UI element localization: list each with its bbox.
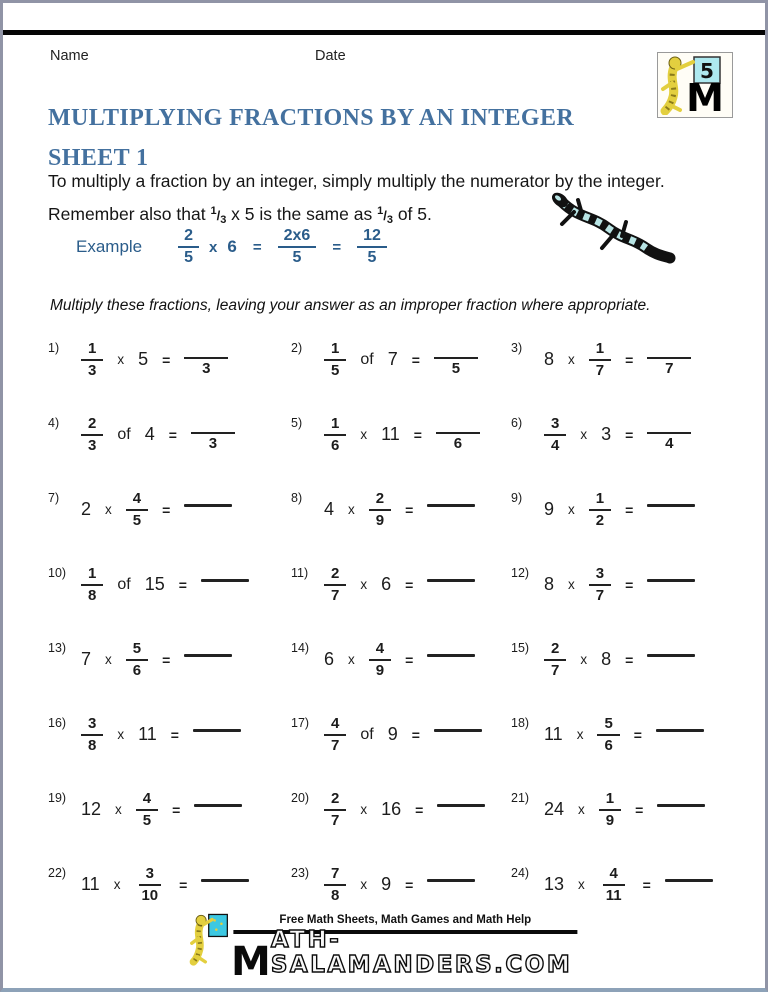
fraction	[544, 414, 566, 455]
fraction	[81, 564, 103, 605]
equals-sign: =	[405, 576, 414, 593]
equals-sign: =	[179, 876, 188, 893]
equals-sign: =	[415, 801, 424, 818]
problem-21	[511, 772, 738, 847]
fraction-denominator: 4	[551, 436, 560, 454]
problem-number: 21)	[511, 790, 530, 805]
fraction	[324, 864, 346, 905]
equals-sign: =	[162, 351, 171, 368]
equals-sign: =	[411, 726, 420, 743]
problem-15	[511, 622, 738, 697]
fraction	[126, 639, 148, 680]
equals-sign: =	[405, 651, 414, 668]
operator: x	[105, 652, 112, 667]
fraction	[134, 864, 165, 905]
fraction	[599, 789, 621, 830]
fraction-denominator: 8	[331, 886, 340, 904]
operator: x	[568, 577, 575, 592]
problem-number: 5)	[291, 415, 303, 430]
equals-sign: =	[170, 726, 179, 743]
fraction-denominator: 11	[605, 886, 622, 904]
answer-blank-line	[193, 729, 241, 732]
example-operator: x	[209, 238, 218, 256]
date-label: Date	[315, 48, 346, 64]
fraction-numerator: 1	[599, 789, 621, 811]
fraction	[369, 639, 391, 680]
answer-blank-line	[427, 879, 475, 882]
fraction-denominator: 10	[141, 886, 159, 904]
fraction-denominator: 6	[331, 436, 340, 454]
answer-blank-line	[647, 579, 695, 582]
integer-operand: 4	[324, 499, 335, 519]
fraction-denominator: 7	[331, 811, 340, 829]
answer-blank-line	[647, 504, 695, 507]
inline-fraction: $^1/_3$	[210, 205, 227, 226]
fraction-denominator: 8	[88, 586, 97, 604]
svg-text:5: 5	[700, 59, 714, 83]
fraction-numerator: 2	[81, 414, 103, 436]
equals-sign: =	[625, 576, 634, 593]
equals-sign: =	[178, 576, 187, 593]
fraction	[324, 789, 346, 830]
fraction-numerator: 1	[324, 414, 346, 436]
fraction	[589, 489, 611, 530]
fraction	[81, 714, 103, 755]
problem-number: 4)	[48, 415, 60, 430]
example-fraction-1: $\frac{2}{5}$	[178, 226, 199, 268]
problem-13	[48, 622, 291, 697]
problem-number: 22)	[48, 865, 67, 880]
problem-number: 6)	[511, 415, 523, 430]
example-integer: 6	[227, 237, 237, 256]
example-equals-1: =	[252, 238, 262, 256]
example-equals-2: =	[332, 238, 342, 256]
problem-19	[48, 772, 291, 847]
problem-14	[291, 622, 511, 697]
footer-site-rest: ATH-SALAMANDERS.COM	[270, 927, 573, 979]
fraction-numerator: 4	[324, 714, 346, 736]
problem-number: 15)	[511, 640, 530, 655]
answer-denominator: 4	[665, 435, 674, 453]
fraction-numerator: 1	[81, 339, 103, 361]
problem-number: 20)	[291, 790, 310, 805]
intro-line2: Remember also that $^1/_3$ x 5 is the same as $^1/_3$ of 5.	[48, 204, 432, 226]
fraction-denominator: 7	[331, 586, 340, 604]
footer-logo	[188, 908, 579, 985]
operator: of	[360, 350, 374, 368]
fraction	[589, 339, 611, 380]
problems-grid	[48, 322, 738, 922]
fraction-denominator: 9	[375, 511, 385, 529]
operator: x	[578, 877, 585, 892]
operator: x	[113, 877, 121, 892]
problem-2	[291, 322, 511, 397]
problem-18	[511, 697, 738, 772]
salamander-illustration	[548, 190, 676, 271]
operator: x	[576, 727, 584, 742]
integer-operand: 5	[138, 349, 149, 369]
example-fraction-2: $\frac{2x6}{5}$	[278, 226, 317, 268]
instruction-text: Multiply these fractions, leaving your answer as an improper fraction where appropriate.	[50, 297, 651, 314]
fraction	[544, 639, 566, 680]
footer-site-initial: M	[231, 938, 271, 985]
operator: of	[360, 725, 374, 743]
fraction	[136, 789, 158, 830]
answer-denominator: 6	[453, 435, 463, 453]
integer-operand: 16	[381, 799, 402, 819]
fraction-denominator: 2	[595, 511, 605, 529]
fraction-numerator: 1	[81, 564, 103, 586]
equals-sign: =	[172, 801, 181, 818]
answer-blank-line	[427, 579, 475, 582]
problem-20	[291, 772, 511, 847]
operator: x	[360, 877, 368, 892]
footer-sitename	[231, 927, 580, 985]
problem-number: 11)	[291, 565, 309, 580]
problem-5	[291, 397, 511, 472]
fraction	[81, 414, 103, 455]
fraction-denominator: 3	[88, 361, 97, 379]
integer-operand: 8	[601, 649, 612, 669]
fraction-numerator: 7	[324, 864, 346, 886]
fraction-denominator: 9	[605, 811, 615, 829]
equals-sign: =	[633, 726, 642, 743]
equals-sign: =	[411, 351, 420, 368]
integer-operand: 11	[138, 724, 157, 744]
example-row	[76, 226, 387, 268]
integer-operand: 8	[544, 349, 555, 369]
fraction-denominator: 7	[595, 586, 605, 604]
operator: x	[360, 577, 368, 592]
integer-operand: 2	[81, 499, 92, 519]
equals-sign: =	[162, 651, 171, 668]
fraction-denominator: 7	[595, 361, 605, 379]
operator: x	[578, 802, 585, 817]
operator: x	[360, 802, 368, 817]
salamander-image	[548, 190, 676, 266]
problem-1	[48, 322, 291, 397]
integer-operand: 13	[544, 874, 565, 894]
fraction-numerator: 5	[126, 639, 148, 661]
problem-number: 7)	[48, 490, 60, 505]
operator: of	[117, 425, 131, 443]
footer-salamander-icon	[188, 908, 229, 970]
fraction-numerator: 2	[324, 789, 346, 811]
equals-sign: =	[162, 501, 171, 518]
operator: x	[580, 427, 588, 442]
fraction	[369, 489, 391, 530]
problem-6	[511, 397, 738, 472]
integer-operand: 11	[381, 424, 400, 444]
fraction	[324, 339, 346, 380]
integer-operand: 12	[81, 799, 102, 819]
fraction-numerator: 2	[369, 489, 391, 511]
problem-number: 24)	[511, 865, 530, 880]
answer-blank-line	[434, 729, 482, 732]
fraction-denominator: 5	[142, 811, 152, 829]
equals-sign: =	[168, 426, 177, 443]
answer-blank-line	[665, 879, 713, 882]
answer-blank-line	[427, 654, 475, 657]
integer-operand: 9	[544, 499, 555, 519]
fraction-numerator: 1	[324, 339, 346, 361]
fraction-numerator: 3	[139, 864, 161, 886]
fraction	[599, 864, 629, 905]
answer-blank-line	[437, 804, 485, 807]
answer-blank-line	[191, 415, 235, 434]
equals-sign: =	[625, 351, 634, 368]
problem-number: 19)	[48, 790, 67, 805]
fraction	[324, 414, 346, 455]
integer-operand: 11	[81, 874, 100, 894]
answer-fraction-blank	[647, 415, 691, 454]
inline-fraction: $^1/_3$	[377, 205, 393, 226]
operator: x	[568, 352, 575, 367]
fraction-numerator: 4	[126, 489, 148, 511]
answer-blank-line	[657, 804, 705, 807]
answer-fraction-blank	[647, 340, 691, 379]
problem-11	[291, 547, 511, 622]
answer-blank-line	[647, 340, 691, 359]
svg-text:M: M	[686, 76, 724, 115]
fraction	[324, 564, 346, 605]
problem-number: 16)	[48, 715, 67, 730]
integer-operand: 7	[81, 649, 92, 669]
fraction	[324, 714, 346, 755]
fraction-numerator: 4	[136, 789, 158, 811]
equals-sign: =	[642, 876, 651, 893]
problem-number: 18)	[511, 715, 530, 730]
operator: x	[348, 652, 355, 667]
fraction	[81, 339, 103, 380]
problem-10	[48, 547, 291, 622]
fraction-numerator: 2	[324, 564, 346, 586]
fraction-numerator: 4	[369, 639, 391, 661]
integer-operand: 3	[601, 424, 612, 444]
intro-line1: To multiply a fraction by an integer, simply multiply the numerator by the integer.	[48, 171, 665, 191]
integer-operand: 7	[387, 349, 398, 369]
integer-operand: 6	[381, 574, 392, 594]
answer-fraction-blank	[436, 415, 480, 454]
salamander-logo-icon	[658, 53, 730, 115]
integer-operand: 15	[144, 574, 165, 594]
problem-4	[48, 397, 291, 472]
example-fraction-3: $\frac{12}{5}$	[357, 226, 387, 268]
fraction-denominator: 8	[88, 736, 97, 754]
answer-fraction-blank	[191, 415, 235, 454]
equals-sign: =	[413, 426, 422, 443]
problem-7	[48, 472, 291, 547]
fraction-denominator: 5	[331, 361, 340, 379]
fraction-denominator: 7	[331, 736, 340, 754]
integer-operand: 9	[387, 724, 398, 744]
equals-sign: =	[625, 501, 634, 518]
fraction-numerator: 1	[589, 489, 611, 511]
fraction	[589, 564, 611, 605]
fraction-numerator: 5	[597, 714, 619, 736]
answer-blank-line	[184, 504, 232, 507]
name-label: Name	[50, 48, 89, 64]
equals-sign: =	[625, 651, 634, 668]
answer-blank-line	[201, 579, 249, 582]
problem-3	[511, 322, 738, 397]
answer-fraction-blank	[434, 340, 478, 379]
fraction-numerator: 4	[603, 864, 625, 886]
answer-blank-line	[656, 729, 704, 732]
problem-number: 12)	[511, 565, 530, 580]
operator: x	[360, 427, 368, 442]
fraction-numerator: 2	[544, 639, 566, 661]
fraction-numerator: 3	[589, 564, 611, 586]
fraction-numerator: 3	[544, 414, 566, 436]
operator: x	[568, 502, 575, 517]
integer-operand: 9	[381, 874, 392, 894]
answer-blank-line	[436, 415, 480, 434]
fraction-numerator: 3	[81, 714, 103, 736]
fraction-denominator: 7	[551, 661, 560, 679]
fraction-denominator: 3	[88, 436, 97, 454]
top-divider-rule	[0, 30, 768, 35]
problem-12	[511, 547, 738, 622]
problem-17	[291, 697, 511, 772]
fraction-denominator: 6	[604, 736, 613, 754]
fraction-denominator: 5	[132, 511, 142, 529]
answer-blank-line	[427, 504, 475, 507]
integer-operand: 6	[324, 649, 335, 669]
problem-number: 10)	[48, 565, 67, 580]
answer-blank-line	[184, 340, 228, 359]
integer-operand: 8	[544, 574, 555, 594]
answer-denominator: 3	[208, 435, 218, 453]
footer-tagline: Free Math Sheets, Math Games and Math Help	[279, 914, 532, 926]
answer-blank-line	[194, 804, 242, 807]
operator: x	[117, 352, 125, 367]
equals-sign: =	[625, 426, 634, 443]
integer-operand: 4	[144, 424, 155, 444]
problem-number: 23)	[291, 865, 310, 880]
page-title-line1: MULTIPLYING FRACTIONS BY AN INTEGER	[48, 105, 575, 132]
operator: x	[348, 502, 355, 517]
equals-sign: =	[635, 801, 644, 818]
fraction	[126, 489, 148, 530]
problem-8	[291, 472, 511, 547]
problem-number: 8)	[291, 490, 303, 505]
problem-number: 17)	[291, 715, 310, 730]
answer-denominator: 3	[202, 360, 211, 378]
answer-denominator: 5	[451, 360, 461, 378]
problem-number: 2)	[291, 340, 303, 355]
operator: x	[115, 802, 122, 817]
fraction-numerator: 1	[589, 339, 611, 361]
answer-denominator: 7	[665, 360, 674, 378]
operator: x	[580, 652, 588, 667]
equals-sign: =	[405, 501, 414, 518]
integer-operand: 24	[544, 799, 565, 819]
fraction-denominator: 6	[132, 661, 142, 679]
answer-fraction-blank	[184, 340, 228, 379]
answer-blank-line	[647, 654, 695, 657]
answer-blank-line	[184, 654, 232, 657]
problem-9	[511, 472, 738, 547]
fraction-denominator: 9	[375, 661, 385, 679]
problem-16	[48, 697, 291, 772]
equals-sign: =	[405, 876, 414, 893]
answer-blank-line	[647, 415, 691, 434]
problem-number: 13)	[48, 640, 67, 655]
fraction	[597, 714, 619, 755]
integer-operand: 11	[544, 724, 563, 744]
operator: x	[105, 502, 112, 517]
operator: x	[117, 727, 125, 742]
answer-blank-line	[201, 879, 249, 882]
math-salamanders-corner-logo	[657, 52, 733, 118]
page-title-line2: SHEET 1	[48, 145, 149, 172]
answer-blank-line	[434, 340, 478, 359]
problem-number: 14)	[291, 640, 310, 655]
operator: of	[117, 575, 131, 593]
problem-number: 1)	[48, 340, 60, 355]
example-label: Example	[76, 237, 143, 256]
problem-number: 3)	[511, 340, 523, 355]
problem-number: 9)	[511, 490, 523, 505]
